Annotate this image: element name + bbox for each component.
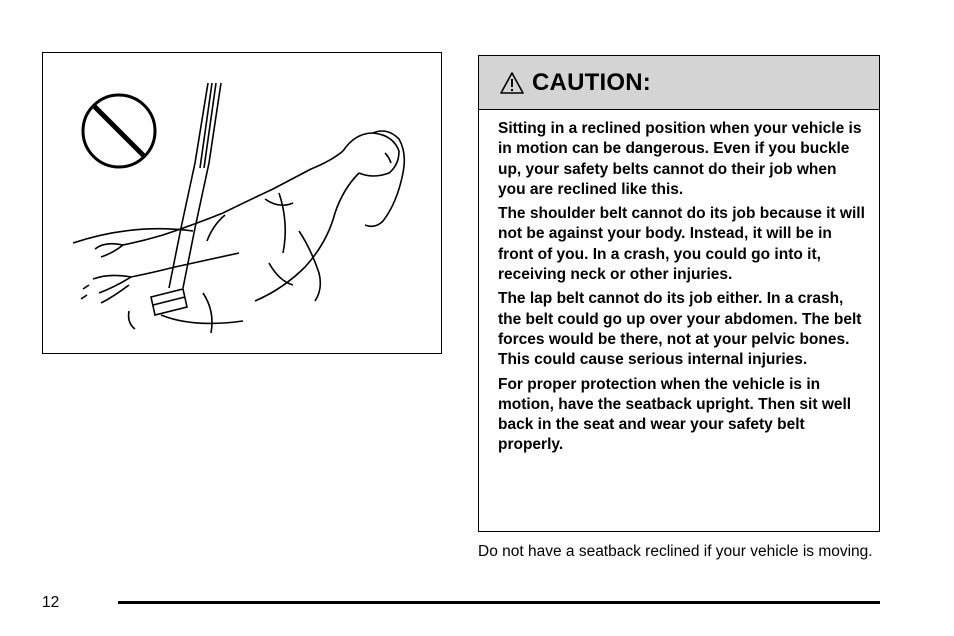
caution-paragraph: Sitting in a reclined position when your vehicle is in motion can be dangerous. Even if you buckle up, your safety belts cannot do their job when you are reclined like this. <box>498 120 862 198</box>
caution-paragraph: The shoulder belt cannot do its job because it will not be against your body. Instead, it will be in front of you. In a crash, you could go into it, receiving neck or other injuries. <box>498 205 865 284</box>
caution-paragraph: For proper protection when the vehicle is in motion, have the seatback upright. Then sit well back in the seat and wear your safety belt properly. <box>498 375 852 454</box>
illustration-reclined-occupant <box>42 52 442 354</box>
seat-drawing <box>73 229 243 324</box>
page-number: 12 <box>42 594 60 611</box>
caution-title: CAUTION: <box>532 68 651 96</box>
warning-triangle-icon <box>499 71 525 95</box>
note-text: Do not have a seatback reclined if your vehicle is moving. <box>478 543 873 560</box>
shoulder-belt-drawing <box>169 83 221 288</box>
caution-body <box>479 110 879 456</box>
caution-box <box>478 55 880 532</box>
caution-header <box>479 56 879 110</box>
caution-paragraph: The lap belt cannot do its job either. In a crash, the belt could go up over your abdomen. The belt forces would be there, not at your pelvic bones. This could cause serious internal injuries. <box>498 290 862 369</box>
footer-rule <box>118 601 880 604</box>
reclined-occupant-illustration <box>43 53 443 355</box>
no-reclining-symbol-icon <box>83 95 155 167</box>
reclined-person-drawing <box>81 131 404 333</box>
